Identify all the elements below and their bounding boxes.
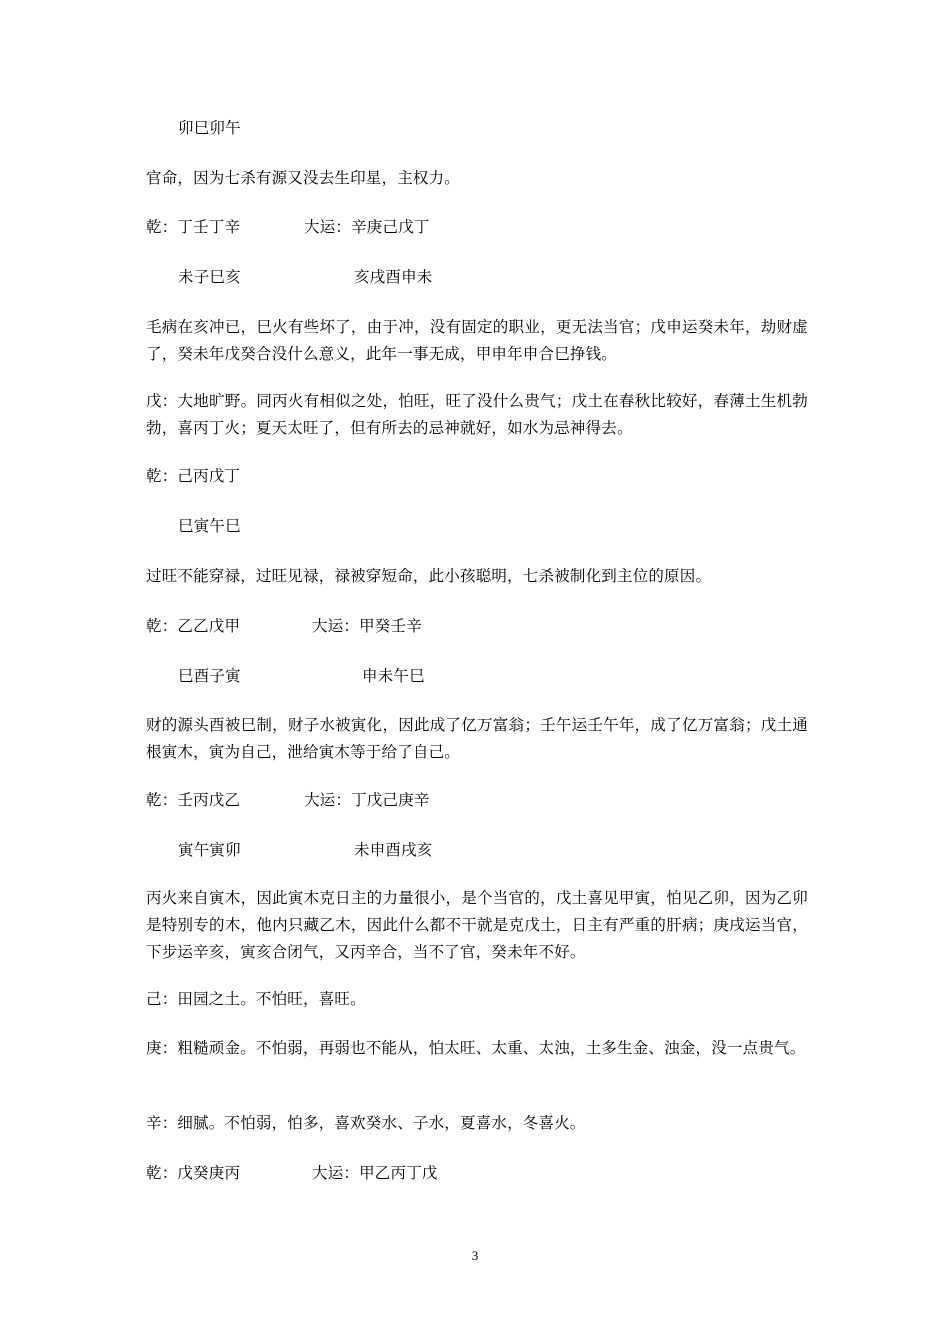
paragraph: 辛：细腻。不怕弱，怕多，喜欢癸水、子水，夏喜水，冬喜火。	[146, 1114, 586, 1132]
chart-heading	[146, 787, 430, 814]
chart-branches-row	[178, 264, 433, 291]
chart-branches: 寅午寅卯	[178, 841, 241, 859]
chart-stems: 乾：戊癸庚丙	[146, 1164, 241, 1182]
luck-pillars-branches: 申未午巳	[362, 667, 425, 685]
luck-pillars-stems: 大运：丁戊己庚辛	[304, 791, 430, 809]
luck-pillars-branches: 未申酉戌亥	[354, 841, 433, 859]
page-number: 3	[471, 1248, 479, 1263]
luck-pillars-stems: 大运：甲癸壬辛	[312, 617, 422, 635]
paragraph: 财的源头酉被巳制，财子水被寅化，因此成了亿万富翁；壬午运壬午年，成了亿万富翁；戊土通根寅木，寅为自己，泄给寅木等于给了自己。	[146, 716, 808, 761]
paragraph: 官命，因为七杀有源又没去生印星，主权力。	[146, 169, 461, 187]
paragraph: 丙火来自寅木，因此寅木克日主的力量很小，是个当官的，戊土喜见甲寅，怕见乙卯，因为乙卯是特别专的木，他内只藏乙木，因此什么都不干就是克戊土，日主有严重的肝病；庚戌运当官，下步运辛亥，寅亥合闭气，又丙辛合，当不了官，癸未年不好。	[146, 889, 808, 961]
paragraph: 毛病在亥冲已，巳火有些坏了，由于冲，没有固定的职业，更无法当官；戊申运癸未年，劫财虚了，癸未年戊癸合没什么意义，此年一事无成，甲申年申合巳挣钱。	[146, 318, 808, 363]
chart-branches-row	[178, 663, 425, 690]
chart-heading	[146, 1160, 438, 1187]
chart-branches: 未子巳亥	[178, 268, 241, 286]
chart-branches-row	[178, 837, 433, 864]
chart-branches: 巳酉子寅	[178, 667, 241, 685]
paragraph: 过旺不能穿禄，过旺见禄，禄被穿短命，此小孩聪明，七杀被制化到主位的原因。	[146, 567, 712, 585]
luck-pillars-branches: 亥戌酉申未	[354, 268, 433, 286]
paragraph: 己：田园之土。不怕旺，喜旺。	[146, 990, 366, 1008]
luck-pillars-stems: 大运：辛庚己戊丁	[304, 218, 430, 236]
chart-branches: 巳寅午巳	[178, 517, 241, 535]
chart-stems: 乾：丁壬丁辛	[146, 218, 241, 236]
luck-pillars-stems: 大运：甲乙丙丁戊	[312, 1164, 438, 1182]
chart-stems: 乾：壬丙戊乙	[146, 791, 241, 809]
chart-pillars-branches: 卯巳卯午	[178, 119, 241, 137]
chart-heading	[146, 214, 430, 241]
chart-stems: 乾：乙乙戊甲	[146, 617, 241, 635]
chart-heading	[146, 613, 422, 640]
paragraph: 庚：粗糙顽金。不怕弱，再弱也不能从，怕太旺、太重、太浊，土多生金、浊金，没一点贵气。	[146, 1039, 806, 1057]
paragraph: 戊：大地旷野。同丙火有相似之处，怕旺，旺了没什么贵气；戊土在春秋比较好，春薄土生机勃勃，喜丙丁火；夏天太旺了，但有所去的忌神就好，如水为忌神得去。	[146, 392, 808, 437]
chart-stems: 乾：己丙戊丁	[146, 467, 241, 485]
